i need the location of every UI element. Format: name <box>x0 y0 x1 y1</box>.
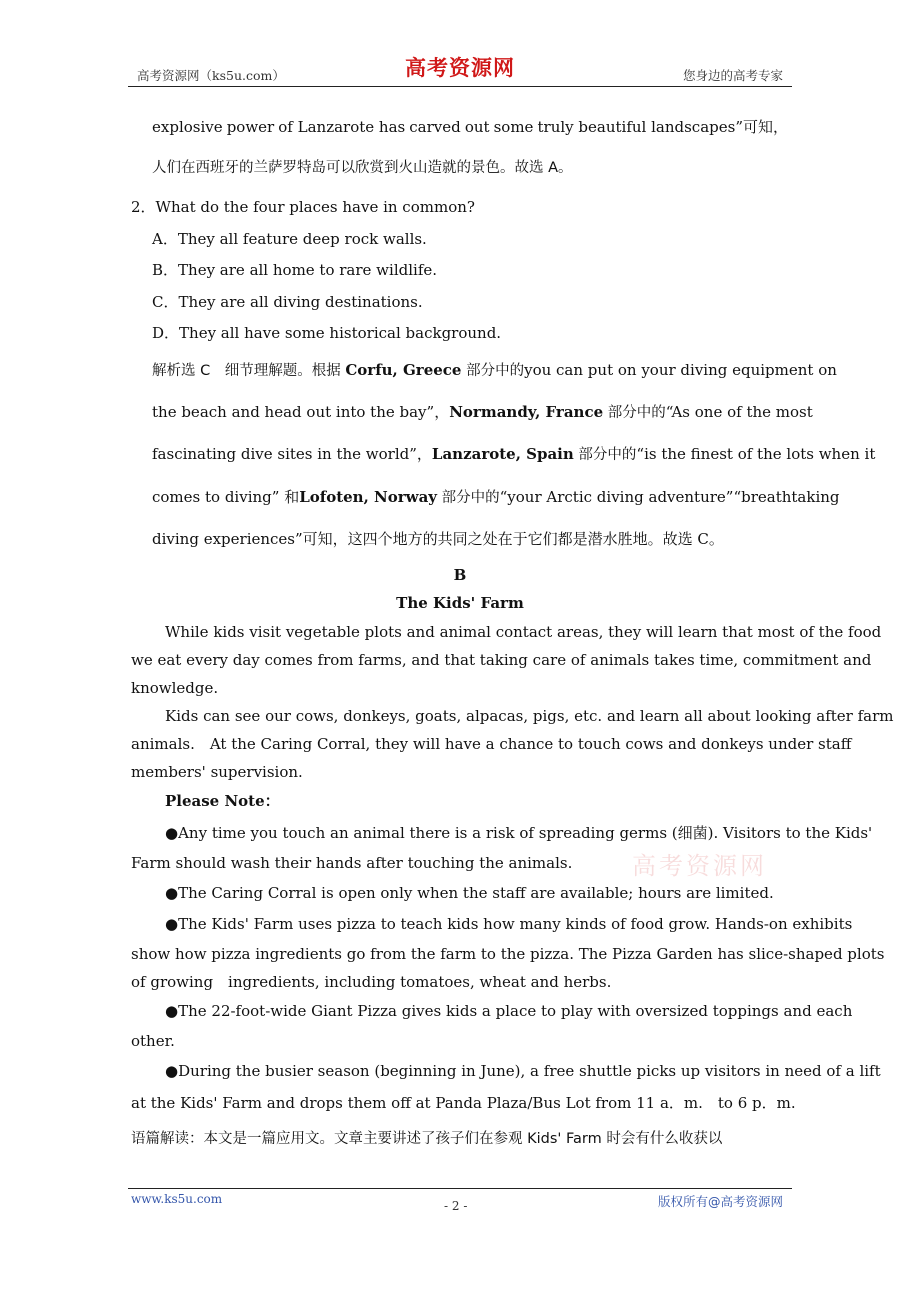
footer-url[interactable]: www.ks5u.com <box>131 1192 223 1206</box>
para1-line-3: knowledge. <box>131 679 219 697</box>
word: of Lanzarote has <box>278 118 406 136</box>
reading-note: 语篇解读：本文是一篇应用文。文章主要讲述了孩子们在参观 Kids' Farm 时会有什么收获以 <box>131 1131 723 1147</box>
analysis-line-2: the beach and head out into the bay”， Normandy, France 部分中的 “As one of the most <box>152 403 813 421</box>
option-b: B．They are all home to rare wildlife. <box>152 261 438 279</box>
analysis-line-1: 解析选 C 细节理解题。根据 Corfu, Greece 部分中的 you can put on your diving equipment on <box>152 361 837 379</box>
bullet-4-line-2: other. <box>131 1032 175 1050</box>
bullet-1-line-1: ●Any time you touch an animal there is a risk of spreading germs (细菌). Visitors to the Kids' <box>165 824 873 842</box>
bullet-5-line-1: ●During the busier season (beginning in June), a free shuttle picks up visitors in need of a lift <box>165 1062 881 1080</box>
answer-continuation-line-1 <box>152 117 788 137</box>
para2-line-1: Kids can see our cows, donkeys, goats, alpacas, pigs, etc. and learn all about looking after farm <box>165 707 894 725</box>
analysis-line-3: fascinating dive sites in the world”， Lanzarote, Spain 部分中的 “is the finest of the lots when it <box>152 445 876 463</box>
para2-line-2: animals. At the Caring Corral, they will have a chance to touch cows and donkeys under staff <box>131 735 852 753</box>
word: explosive <box>152 118 223 136</box>
para2-line-3: members' supervision. <box>131 763 303 781</box>
watermark: 高考资源网 <box>632 852 767 880</box>
bullet-3-line-1: ●The Kids' Farm uses pizza to teach kids how many kinds of food grow. Hands-on exhibits <box>165 915 853 933</box>
word: carved <box>409 118 461 136</box>
bullet-5-line-2: at the Kids' Farm and drops them off at Panda Plaza/Bus Lot from 11 a．m. to 6 p．m. <box>131 1094 796 1112</box>
footer-copyright: 版权所有@高考资源网 <box>657 1194 783 1209</box>
answer-continuation-line-2: 人们在西班牙的兰萨罗特岛可以欣赏到火山造就的景色。故选 A。 <box>152 160 573 176</box>
bullet-3-line-3: of growing ingredients, including tomatoes, wheat and herbs. <box>131 973 612 991</box>
word: out <box>464 118 490 136</box>
note-label: Please Note： <box>165 792 280 810</box>
bullet-4-line-1: ●The 22-foot-wide Giant Pizza gives kids a place to play with oversized toppings and each <box>165 1002 853 1020</box>
header-logo: 高考资源网 <box>405 56 515 80</box>
option-a: A．They all feature deep rock walls. <box>152 230 427 248</box>
bullet-1-line-2: Farm should wash their hands after touching the animals. <box>131 854 573 872</box>
word: power <box>226 118 275 136</box>
para1-line-2: we eat every day comes from farms, and that taking care of animals takes time, commitment and <box>131 651 872 669</box>
section-letter: B <box>453 566 467 584</box>
word: truly beautiful landscapes”可知， <box>537 118 788 136</box>
analysis-line-5: diving experiences”可知，这四个地方的共同之处在于它们都是潜水胜地。故选 C。 <box>152 530 724 548</box>
footer-divider <box>128 1188 792 1189</box>
header-divider <box>128 86 792 87</box>
header-slogan: 您身边的高考专家 <box>682 68 783 83</box>
word: some <box>493 118 534 136</box>
page-number: - 2 - <box>444 1199 468 1213</box>
option-c: C．They are all diving destinations. <box>152 293 423 311</box>
analysis-line-4: comes to diving” 和 Lofoten, Norway 部分中的 “your Arctic diving adventure”“breathtaking <box>152 488 840 506</box>
bullet-2-line-1: ●The Caring Corral is open only when the staff are available; hours are limited. <box>165 884 774 902</box>
option-d: D．They all have some historical background. <box>152 324 502 342</box>
passage-title: The Kids' Farm <box>396 594 524 612</box>
question-2-stem: 2．What do the four places have in common? <box>131 198 475 216</box>
header-site-name: 高考资源网（ks5u.com） <box>137 68 285 83</box>
para1-line-1: While kids visit vegetable plots and animal contact areas, they will learn that most of the food <box>165 623 882 641</box>
bullet-3-line-2: show how pizza ingredients go from the farm to the pizza. The Pizza Garden has slice-shaped plots <box>131 945 885 963</box>
